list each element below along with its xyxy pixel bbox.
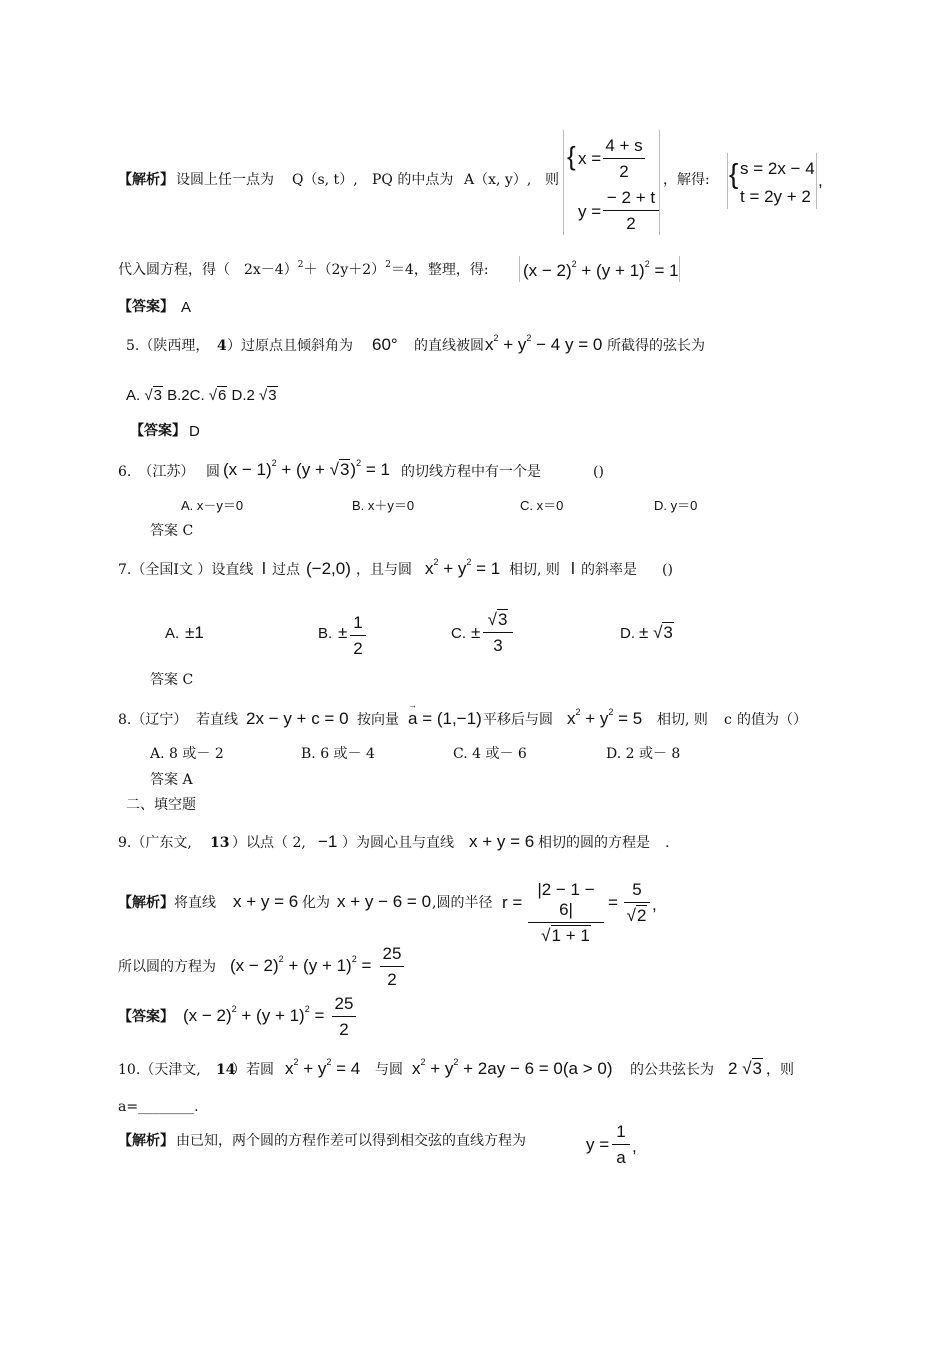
q7-option-c-frac bbox=[483, 610, 513, 656]
sys2-s: s = 2x − 4 bbox=[740, 159, 815, 178]
section-fill-in-title: 二、填空题 bbox=[126, 797, 196, 813]
q8-exp-1: 2 bbox=[575, 707, 581, 717]
q6-eq2: + (y + bbox=[281, 460, 325, 479]
q7-b-den: 2 bbox=[353, 639, 363, 658]
sys-y-lhs: y = bbox=[578, 202, 602, 221]
q7-d-pm: ± bbox=[639, 623, 649, 642]
q9-radius-frac bbox=[528, 880, 604, 946]
q5-angle: 60° bbox=[372, 335, 398, 354]
substitute-part2: ＋（2y＋2） bbox=[303, 262, 386, 278]
q9-minus1: −1 bbox=[318, 832, 338, 851]
q5-answer-label: 【答案】 bbox=[130, 423, 186, 439]
result-formula bbox=[523, 259, 679, 280]
sq-exp-1: 2 bbox=[297, 260, 304, 270]
q9-radius-root: 1 + 1 bbox=[551, 926, 590, 945]
q9-line2: x + y − 6 = 0 bbox=[337, 892, 432, 911]
q7-line-l2: l bbox=[571, 559, 575, 578]
q5-eq-rest: − 4 y = 0 bbox=[536, 335, 603, 354]
q10-analysis-text: 由已知，两个圆的方程作差可以得到相交弦的直线方程为 bbox=[176, 1133, 526, 1149]
q10-c1-x: x bbox=[285, 1059, 294, 1078]
q5-text2: 的直线被圆 bbox=[414, 338, 484, 354]
q9-f3: = bbox=[361, 956, 372, 975]
q8-c: c bbox=[724, 712, 732, 728]
q9-score: 13 bbox=[210, 835, 230, 851]
q9-analysis-text3: ,圆的半径 bbox=[432, 895, 493, 911]
analysis-label: 【解析】 bbox=[118, 172, 174, 188]
q5-answer: D bbox=[189, 423, 200, 440]
q5-number: 5.（陕西理， bbox=[126, 338, 210, 354]
q7-text2: ，且与圆 bbox=[356, 562, 412, 578]
q6-paren: () bbox=[593, 464, 604, 480]
matrix-bar-left bbox=[563, 130, 564, 235]
q7-eq-x: x bbox=[425, 559, 434, 578]
q10-text4: ，则 bbox=[766, 1062, 794, 1078]
result-formula-a: (x − 2) bbox=[523, 261, 572, 280]
q6-eq1: (x − 1) bbox=[223, 460, 272, 479]
pq-text: PQ 的中点为 bbox=[372, 172, 454, 188]
q10-chord-root: 3 bbox=[752, 1059, 762, 1078]
q9-conclusion-eq bbox=[230, 954, 372, 975]
point-a: A（x, y）, bbox=[464, 172, 532, 188]
matrix-bar-right bbox=[659, 130, 660, 235]
result-exp-b: 2 bbox=[644, 259, 650, 269]
q9-answer-den: 2 bbox=[339, 1020, 349, 1039]
q10-c1-exp2: 2 bbox=[326, 1057, 332, 1067]
q8-answer: 答案 A bbox=[150, 772, 193, 788]
q9-text1: ）以点（ 2, bbox=[232, 835, 306, 851]
q7-option-b-frac bbox=[350, 613, 366, 659]
q5-root6: 6 bbox=[218, 387, 227, 404]
q9-radius-num: |2 − 1 − 6| bbox=[528, 880, 604, 923]
q9-ans-f2: + (y + 1) bbox=[241, 1006, 305, 1025]
q6-number: 6. （江苏） bbox=[118, 464, 195, 480]
q7-exp-1: 2 bbox=[433, 557, 439, 567]
q10-chord: 2 √3 bbox=[728, 1059, 762, 1078]
q10-line-num: 1 bbox=[612, 1122, 630, 1145]
q8-eq-rest: = 5 bbox=[618, 709, 643, 728]
q7-eq-rest: = 1 bbox=[476, 559, 501, 578]
result-formula-b: + (y + 1) bbox=[581, 261, 645, 280]
q5-exp-1: 2 bbox=[493, 333, 499, 343]
q7-option-b-pm: ± bbox=[338, 623, 348, 642]
q10-c2-y: + y bbox=[430, 1059, 454, 1078]
q9-ans-f3: = bbox=[314, 1006, 325, 1025]
q9-radius-value-root: 2 bbox=[636, 906, 647, 925]
q9-line-eq: x + y = 6 bbox=[469, 832, 535, 851]
q7-b-num: 1 bbox=[350, 613, 366, 636]
q5-root3: 3 bbox=[153, 387, 162, 404]
q7-point: (−2,0) bbox=[306, 559, 351, 578]
q6-text1: 圆 bbox=[206, 464, 220, 480]
q8-eq-y: + y bbox=[585, 709, 609, 728]
q5-option-a: A. bbox=[126, 387, 141, 404]
brace-2: { bbox=[729, 158, 739, 189]
formula-bar-left bbox=[519, 256, 520, 282]
q10-c2-rest: + 2ay − 6 = 0(a > 0) bbox=[463, 1059, 613, 1078]
q7-option-c-label: C. bbox=[451, 625, 466, 642]
q5-score: 4 bbox=[217, 338, 227, 354]
q9-r-eq: r = bbox=[502, 893, 523, 912]
q7-text3: 相切, 则 bbox=[509, 562, 560, 578]
q7-option-a-value: ±1 bbox=[185, 623, 204, 642]
q7-option-d-value: ± √3 bbox=[639, 623, 673, 642]
sys-y-den: 2 bbox=[626, 214, 636, 233]
q9-radius-value-den: √2 bbox=[626, 906, 647, 925]
q10-comma: , bbox=[632, 1137, 637, 1156]
q7-text4: 的斜率是 bbox=[581, 562, 637, 578]
q10-c2-exp1: 2 bbox=[420, 1057, 426, 1067]
q8-option-a: A. 8 或－ 2 bbox=[150, 746, 224, 762]
q9-analysis-text2: 化为 bbox=[302, 895, 330, 911]
q8-option-c: C. 4 或－ 6 bbox=[453, 746, 527, 762]
q10-c1-rest: = 4 bbox=[336, 1059, 361, 1078]
substitute-part1: 代入圆方程，得（ 2x－4） bbox=[118, 262, 298, 278]
q10-line-den: a bbox=[616, 1148, 626, 1167]
q10-circle2 bbox=[412, 1057, 613, 1078]
q8-number: 8.（辽宁） bbox=[118, 712, 188, 728]
q9-analysis-label: 【解析】 bbox=[118, 895, 174, 911]
q9-ans-exp-1: 2 bbox=[231, 1004, 237, 1014]
q9-number: 9.（广东文, bbox=[118, 835, 192, 851]
q10-text3: 的公共弦长为 bbox=[630, 1062, 714, 1078]
q7-option-a-label: A. bbox=[165, 625, 180, 642]
sys2-comma: , bbox=[818, 171, 823, 190]
q8-vector-a: → a bbox=[408, 710, 417, 727]
q9-exp-2: 2 bbox=[351, 954, 357, 964]
q6-eq4: = 1 bbox=[365, 460, 390, 479]
matrix2-bar-left bbox=[727, 153, 728, 209]
q9-answer-label: 【答案】 bbox=[118, 1009, 174, 1025]
q10-text2: 与圆 bbox=[375, 1062, 403, 1078]
q6-root3: 3 bbox=[339, 460, 350, 479]
sys-y-num: − 2 + t bbox=[603, 188, 659, 211]
sys-x-lhs: x = bbox=[578, 149, 602, 168]
q7-text1: 过点 bbox=[272, 562, 300, 578]
q5-root3b: 3 bbox=[268, 387, 277, 404]
q7-c-root: 3 bbox=[497, 610, 508, 629]
q8-vector-value: = (1,−1) bbox=[417, 709, 482, 728]
q9-exp-1: 2 bbox=[278, 954, 284, 964]
q9-text2: ）为圆心且与直线 bbox=[342, 835, 454, 851]
answer-value-4: A bbox=[181, 299, 192, 316]
q7-option-d-label: D. bbox=[620, 625, 635, 642]
q5-circle-eq bbox=[485, 333, 603, 354]
q6-option-b: B. x＋y＝0 bbox=[352, 498, 415, 513]
q5-text1: ）过原点且倾斜角为 bbox=[227, 338, 353, 354]
q10-line-y: y = bbox=[586, 1135, 610, 1154]
q9-line1: x + y = 6 bbox=[233, 892, 299, 911]
q6-option-c: C. x＝0 bbox=[520, 498, 564, 513]
formula-bar-right bbox=[679, 256, 680, 282]
q6-option-a: A. x－y＝0 bbox=[181, 498, 244, 513]
q10-c1-y: + y bbox=[303, 1059, 327, 1078]
q9-conclusion-den: 2 bbox=[387, 970, 397, 989]
q10-line-frac bbox=[612, 1122, 630, 1168]
q6-exp-2: 2 bbox=[356, 458, 362, 468]
q8-option-b: B. 6 或－ 4 bbox=[301, 746, 375, 762]
brace-upper: { bbox=[567, 141, 576, 171]
q8-text2: 按向量 bbox=[357, 712, 399, 728]
q7-number: 7.（全国Ⅰ文 ）设直线 bbox=[118, 562, 254, 578]
q9-answer-eq bbox=[183, 1004, 325, 1025]
q9-radius-value bbox=[624, 880, 650, 926]
point-q: Q（s, t）, bbox=[292, 172, 358, 188]
q9-radius-den: √1 + 1 bbox=[541, 926, 590, 945]
substitute-text bbox=[118, 260, 489, 278]
q8-vector bbox=[408, 710, 482, 727]
q10-text1: ）若圆 bbox=[232, 1062, 274, 1078]
analysis-text: 设圆上任一点为 bbox=[176, 172, 274, 188]
q10-c2-exp2: 2 bbox=[453, 1057, 459, 1067]
q7-circle-eq bbox=[425, 557, 501, 578]
matrix2-bar-right bbox=[816, 153, 817, 209]
q8-circle-eq bbox=[567, 707, 643, 728]
q9-text3: 相切的圆的方程是 bbox=[538, 835, 650, 851]
q7-eq-y: + y bbox=[443, 559, 467, 578]
q9-dot: . bbox=[665, 835, 670, 851]
q8-line-eq: 2x − y + c = 0 bbox=[246, 709, 349, 728]
q7-paren: () bbox=[662, 562, 673, 578]
result-formula-c: = 1 bbox=[654, 261, 679, 280]
q7-option-c-pm: ± bbox=[471, 623, 481, 642]
q10-analysis-label: 【解析】 bbox=[118, 1133, 174, 1149]
q9-analysis-text1: 将直线 bbox=[174, 895, 216, 911]
q9-comma: , bbox=[652, 895, 657, 914]
q9-answer-num: 25 bbox=[332, 994, 356, 1017]
q7-c-num: √3 bbox=[483, 610, 513, 633]
q7-answer: 答案 C bbox=[150, 672, 194, 688]
q5-eq-x: x bbox=[485, 335, 494, 354]
q6-answer: 答案 C bbox=[150, 523, 194, 539]
q9-conclusion-frac bbox=[380, 944, 404, 990]
q5-exp-2: 2 bbox=[526, 333, 532, 343]
q9-answer-frac bbox=[332, 994, 356, 1040]
q10-score: 14 bbox=[216, 1062, 236, 1078]
q7-line-l: l bbox=[262, 559, 266, 578]
result-exp-a: 2 bbox=[571, 259, 577, 269]
q10-c1-exp1: 2 bbox=[293, 1057, 299, 1067]
q8-text1: 若直线 bbox=[196, 712, 238, 728]
sys2-t: t = 2y + 2 bbox=[740, 187, 811, 206]
q10-c2-x: x bbox=[412, 1059, 421, 1078]
q8-text3: 平移后与圆 bbox=[483, 712, 553, 728]
sys-x-num: 4 + s bbox=[603, 136, 645, 159]
q6-eq3: ) bbox=[350, 460, 357, 479]
q6-circle-eq: $(x - 1)^2 + (y + √3)^2 = 1$ bbox=[223, 458, 390, 479]
sys-x-den: 2 bbox=[619, 162, 629, 181]
q9-ans-f1: (x − 2) bbox=[183, 1006, 232, 1025]
q5-option-d: D.2 bbox=[231, 387, 255, 404]
q7-c-den: 3 bbox=[493, 636, 503, 655]
q5-eq-y: + y bbox=[503, 335, 527, 354]
q6-option-d: D. y＝0 bbox=[654, 498, 698, 513]
q9-ans-exp-2: 2 bbox=[304, 1004, 310, 1014]
q7-d-root: 3 bbox=[663, 623, 673, 642]
q10-chord-coef: 2 bbox=[728, 1059, 738, 1078]
q10-number: 10.（天津文, bbox=[118, 1062, 201, 1078]
q8-exp-2: 2 bbox=[608, 707, 614, 717]
sys-y-frac bbox=[603, 188, 659, 234]
q9-radius-value-num: 5 bbox=[624, 880, 650, 903]
then-text: 则 bbox=[545, 172, 559, 188]
q8-text5: 的值为（） bbox=[737, 712, 807, 728]
q8-option-d: D. 2 或－ 8 bbox=[606, 746, 681, 762]
q9-f2: + (y + 1) bbox=[288, 956, 352, 975]
q10-blank: a=________. bbox=[118, 1099, 199, 1115]
q9-conclusion-text: 所以圆的方程为 bbox=[118, 959, 216, 975]
q9-conclusion-num: 25 bbox=[380, 944, 404, 967]
q8-eq-x: x bbox=[567, 709, 576, 728]
q7-option-b-label: B. bbox=[318, 625, 333, 642]
q8-text4: 相切, 则 bbox=[657, 712, 708, 728]
q7-exp-2: 2 bbox=[466, 557, 472, 567]
substitute-part3: ＝4，整理，得: bbox=[390, 262, 489, 278]
q6-exp-1: 2 bbox=[271, 458, 277, 468]
q5-option-b: B.2C. bbox=[167, 387, 205, 404]
q9-f1: (x − 2) bbox=[230, 956, 279, 975]
sys-x-frac bbox=[603, 136, 645, 182]
sq-exp-2: 2 bbox=[385, 260, 391, 270]
solve-text: ，解得: bbox=[663, 172, 710, 188]
q10-circle1 bbox=[285, 1057, 361, 1078]
q5-options: A. √3 B.2C. √6 D.2 √3 bbox=[126, 387, 277, 404]
q9-equals: = bbox=[608, 893, 618, 912]
answer-label-4: 【答案】 bbox=[118, 299, 174, 315]
q5-text3: 所截得的弦长为 bbox=[607, 338, 705, 354]
q6-text2: 的切线方程中有一个是 bbox=[401, 464, 541, 480]
